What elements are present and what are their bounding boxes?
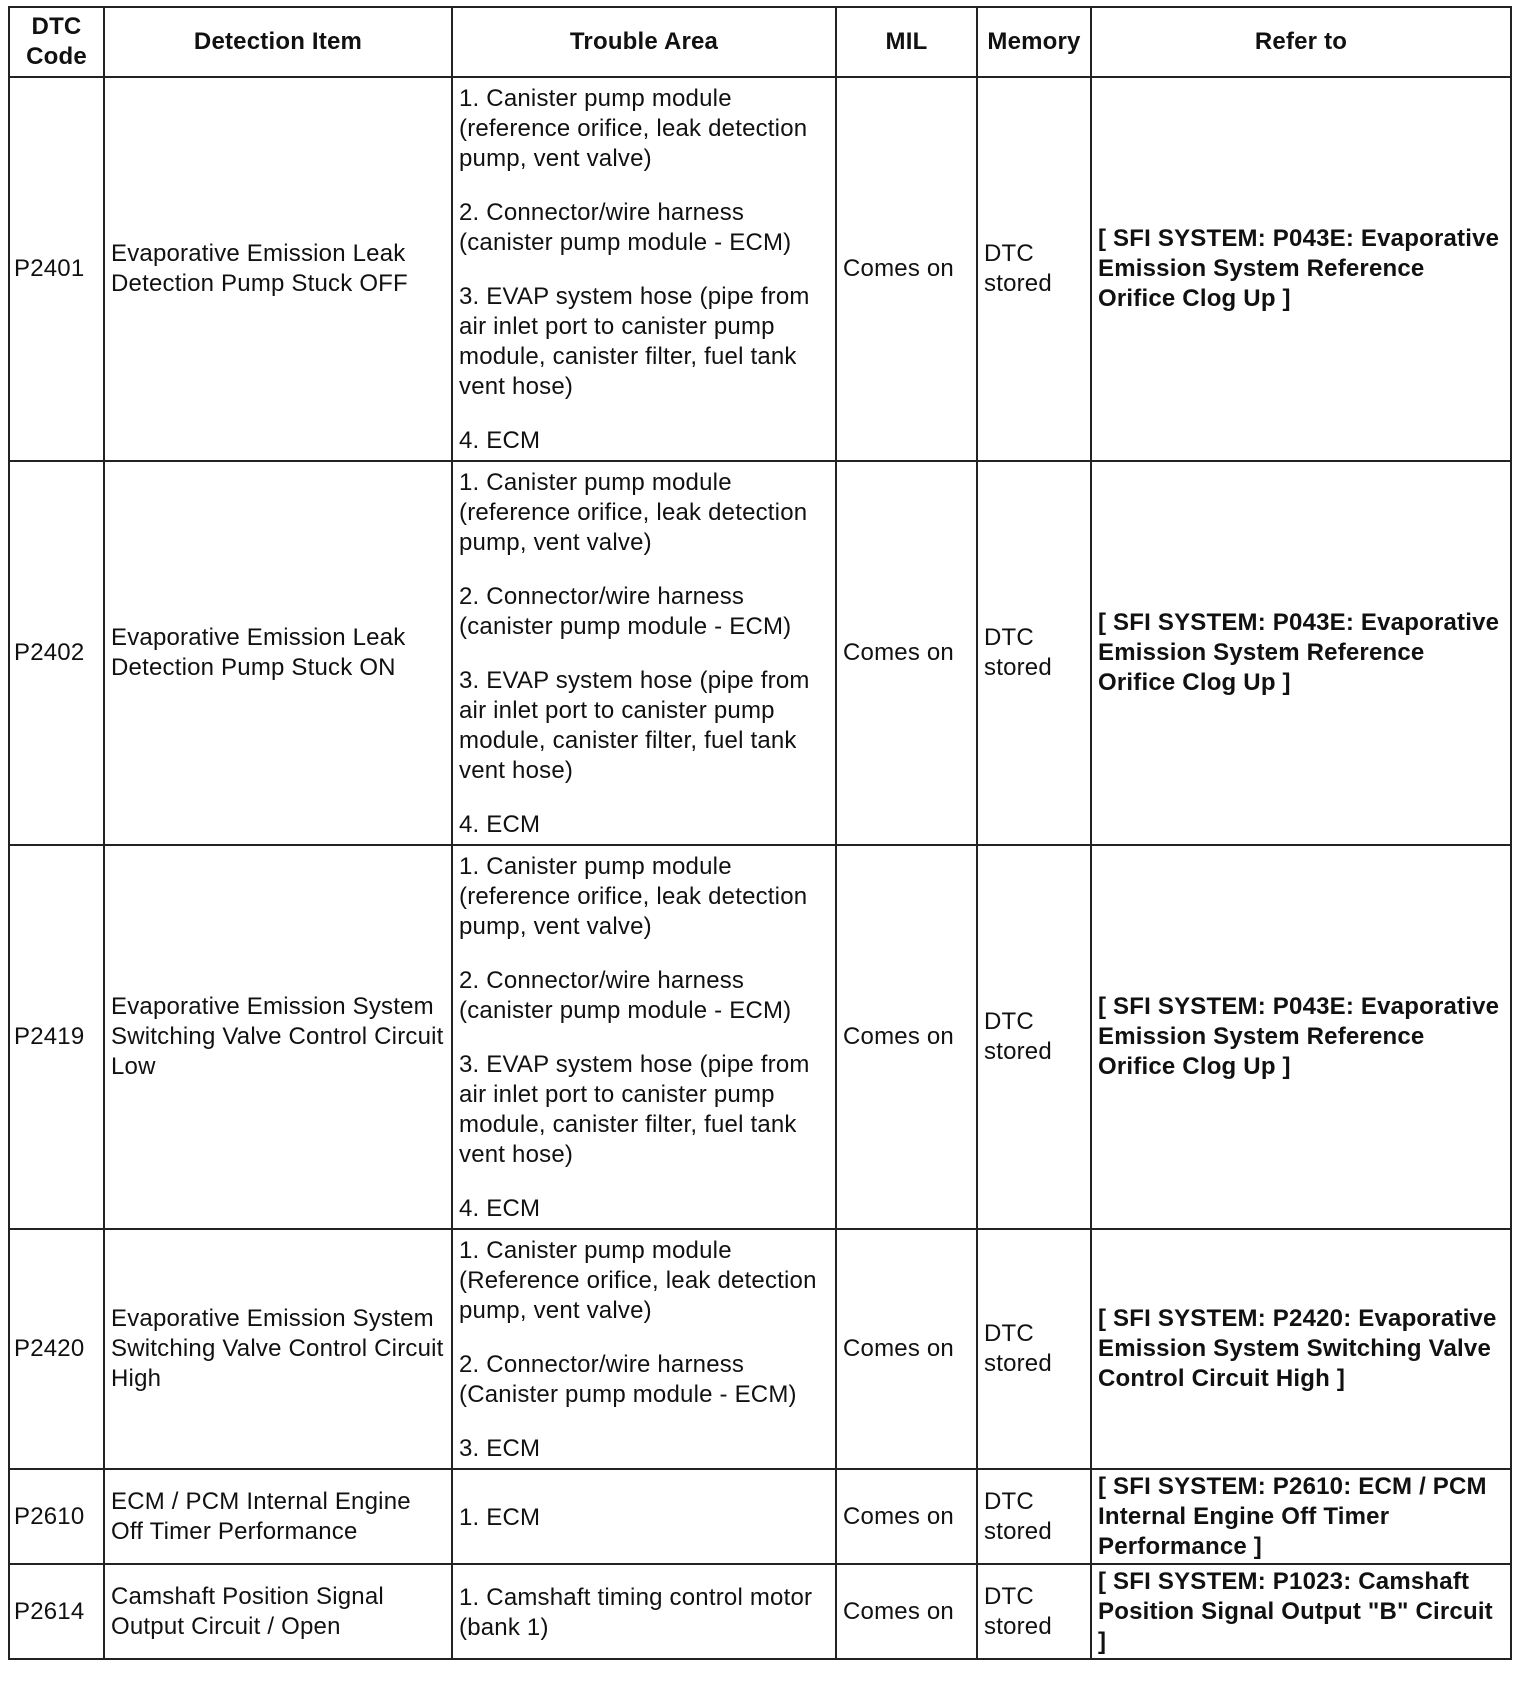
mil-cell: Comes on [836,845,977,1229]
detection-item-cell: Evaporative Emission System Switching Valve Control Circuit High [104,1229,452,1469]
refer-to-link[interactable]: [ SFI SYSTEM: P2420: Evaporative Emission System Switching Valve Control Circuit High ] [1091,1229,1511,1469]
table-row [9,1564,1511,1659]
trouble-area-cell [452,77,836,461]
memory-cell: DTC stored [977,845,1091,1229]
refer-to-link[interactable]: [ SFI SYSTEM: P043E: Evaporative Emission System Reference Orifice Clog Up ] [1091,845,1511,1229]
mil-cell: Comes on [836,1469,977,1564]
dtc-code-cell: P2401 [9,77,104,461]
mil-cell: Comes on [836,77,977,461]
dtc-table [8,6,1512,1660]
trouble-area-cell [452,1469,836,1564]
table-row [9,1469,1511,1564]
refer-to-link[interactable]: [ SFI SYSTEM: P043E: Evaporative Emission System Reference Orifice Clog Up ] [1091,461,1511,845]
trouble-area-item: 1. Canister pump module (Reference orifice, leak detection pump, vent valve) [459,1237,817,1324]
trouble-area-cell [452,1564,836,1659]
trouble-area-item: 4. ECM [459,1195,541,1222]
memory-cell: DTC stored [977,77,1091,461]
table-row [9,77,1511,461]
trouble-area-cell [452,461,836,845]
trouble-area-item: 2. Connector/wire harness (canister pump module - ECM) [459,199,792,256]
table-row [9,845,1511,1229]
trouble-area-item: 1. Canister pump module (reference orifice, leak detection pump, vent valve) [459,469,808,556]
trouble-area-item: 1. Canister pump module (reference orifice, leak detection pump, vent valve) [459,853,808,940]
table-row [9,1229,1511,1469]
mil-cell: Comes on [836,1229,977,1469]
trouble-area-item: 4. ECM [459,427,541,454]
refer-to-link[interactable]: [ SFI SYSTEM: P1023: Camshaft Position Signal Output "B" Circuit ] [1091,1564,1511,1659]
memory-cell: DTC stored [977,1564,1091,1659]
memory-cell: DTC stored [977,1469,1091,1564]
trouble-area-cell [452,845,836,1229]
dtc-code-cell: P2419 [9,845,104,1229]
detection-item-cell: Evaporative Emission Leak Detection Pump Stuck ON [104,461,452,845]
header-dtc-code [9,7,104,77]
memory-cell: DTC stored [977,1229,1091,1469]
trouble-area-item: 3. EVAP system hose (pipe from air inlet port to canister pump module, canister filter, fuel tank vent hose) [459,283,810,400]
detection-item-cell: Evaporative Emission Leak Detection Pump Stuck OFF [104,77,452,461]
trouble-area-item: 3. EVAP system hose (pipe from air inlet port to canister pump module, canister filter, fuel tank vent hose) [459,667,810,784]
detection-item-cell: Evaporative Emission System Switching Valve Control Circuit Low [104,845,452,1229]
header-memory: Memory [977,7,1091,77]
header-dtc-code-line1: DTC [31,13,82,40]
header-mil: MIL [836,7,977,77]
dtc-code-cell: P2614 [9,1564,104,1659]
table-row [9,461,1511,845]
detection-item-cell: Camshaft Position Signal Output Circuit / Open [104,1564,452,1659]
trouble-area-item: 3. EVAP system hose (pipe from air inlet port to canister pump module, canister filter, fuel tank vent hose) [459,1051,810,1168]
dtc-code-cell: P2402 [9,461,104,845]
header-refer-to: Refer to [1091,7,1511,77]
trouble-area-item: 2. Connector/wire harness (Canister pump module - ECM) [459,1351,797,1408]
trouble-area-item: 2. Connector/wire harness (canister pump module - ECM) [459,967,792,1024]
header-dtc-code-line2: Code [26,43,87,70]
refer-to-link[interactable]: [ SFI SYSTEM: P043E: Evaporative Emission System Reference Orifice Clog Up ] [1091,77,1511,461]
memory-cell: DTC stored [977,461,1091,845]
detection-item-cell: ECM / PCM Internal Engine Off Timer Performance [104,1469,452,1564]
header-trouble-area: Trouble Area [452,7,836,77]
trouble-area-cell [452,1229,836,1469]
trouble-area-item: 3. ECM [459,1435,541,1462]
trouble-area-item: 1. ECM [459,1503,541,1531]
dtc-code-cell: P2420 [9,1229,104,1469]
mil-cell: Comes on [836,1564,977,1659]
header-detection-item: Detection Item [104,7,452,77]
trouble-area-item: 1. Camshaft timing control motor (bank 1) [459,1583,813,1641]
mil-cell: Comes on [836,461,977,845]
trouble-area-item: 2. Connector/wire harness (canister pump module - ECM) [459,583,792,640]
dtc-code-cell: P2610 [9,1469,104,1564]
refer-to-link[interactable]: [ SFI SYSTEM: P2610: ECM / PCM Internal Engine Off Timer Performance ] [1091,1469,1511,1564]
trouble-area-item: 1. Canister pump module (reference orifice, leak detection pump, vent valve) [459,85,808,172]
trouble-area-item: 4. ECM [459,811,541,838]
header-row [9,7,1511,77]
